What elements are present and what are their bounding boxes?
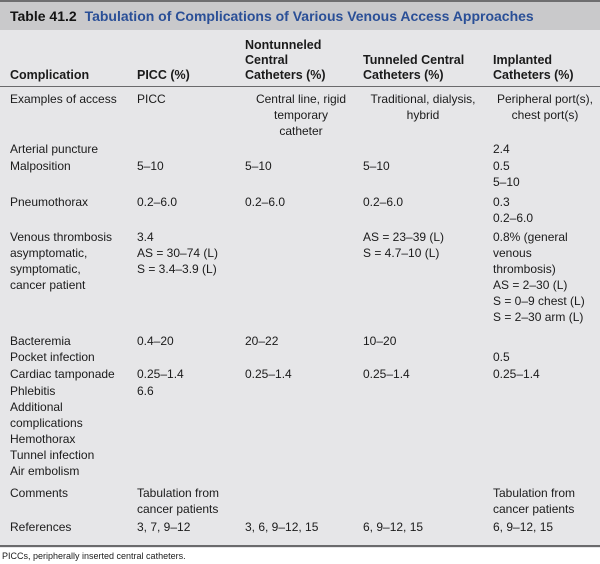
cell-examples-nontunneled: Central line, rigid temporary catheter [255, 92, 347, 138]
header-implanted: Implanted Catheters (%) [493, 53, 574, 82]
table-bottom-rule [0, 545, 600, 547]
cell-pocket-implanted: 0.5 [493, 350, 510, 364]
cell-arterial-implanted: 2.4 [493, 142, 510, 156]
cell-arterial-complication: Arterial puncture [10, 142, 99, 156]
cell-venous-picc: 3.4 AS = 30–74 (L) S = 3.4–3.9 (L) [137, 230, 219, 276]
cell-references-implanted: 6, 9–12, 15 [493, 520, 554, 534]
cell-phlebitis-picc: 6.6 [137, 384, 154, 398]
cell-references-nontunneled: 3, 6, 9–12, 15 [245, 520, 319, 534]
cell-tamponade-tunneled: 0.25–1.4 [363, 367, 410, 381]
table-title-bar [0, 0, 600, 30]
cell-bacteremia-complication: Bacteremia [10, 334, 71, 348]
cell-venous-tunneled: AS = 23–39 (L) S = 4.7–10 (L) [363, 230, 445, 260]
cell-pneumothorax-complication: Pneumothorax [10, 195, 89, 209]
cell-phlebitis-complication: Phlebitis [10, 384, 56, 398]
cell-comments-implanted: Tabulation from cancer patients [493, 486, 576, 516]
cell-bacteremia-nontunneled: 20–22 [245, 334, 279, 348]
table-label: Table 41.2 [10, 8, 77, 24]
header-complication: Complication [10, 68, 90, 82]
cell-pneumothorax-tunneled: 0.2–6.0 [363, 195, 404, 209]
cell-venous-implanted: 0.8% (general venous thrombosis) AS = 2–30 (L) S = 0–9 chest (L) S = 2–30 arm (L) [493, 230, 585, 324]
cell-venous-complication: Venous thrombosis asymptomatic, symptomatic, cancer patient [10, 230, 113, 292]
cell-malposition-picc: 5–10 [137, 159, 164, 173]
cell-tamponade-nontunneled: 0.25–1.4 [245, 367, 292, 381]
header-nontunneled: Nontunneled Central Catheters (%) [245, 38, 326, 82]
cell-tamponade-complication: Cardiac tamponade [10, 367, 115, 381]
cell-bacteremia-tunneled: 10–20 [363, 334, 397, 348]
cell-examples-tunneled: Traditional, dialysis, hybrid [370, 92, 476, 122]
cell-malposition-complication: Malposition [10, 159, 71, 173]
cell-pneumothorax-picc: 0.2–6.0 [137, 195, 178, 209]
cell-examples-implanted: Peripheral port(s), chest port(s) [496, 92, 594, 122]
table-footnote: PICCs, peripherally inserted central catheters. [2, 551, 186, 561]
cell-tamponade-picc: 0.25–1.4 [137, 367, 184, 381]
table-title: Tabulation of Complications of Various Venous Access Approaches [84, 8, 534, 24]
cell-references-complication: References [10, 520, 72, 534]
header-picc: PICC (%) [137, 68, 190, 82]
cell-malposition-tunneled: 5–10 [363, 159, 390, 173]
cell-malposition-implanted: 0.5 5–10 [493, 159, 520, 189]
cell-examples-complication: Examples of access [10, 92, 117, 106]
cell-additional-complication: Additional complications Hemothorax Tunnel infection Air embolism [10, 400, 95, 478]
cell-bacteremia-picc: 0.4–20 [137, 334, 174, 348]
cell-pneumothorax-implanted: 0.3 0.2–6.0 [493, 195, 534, 225]
cell-comments-picc: Tabulation from cancer patients [137, 486, 220, 516]
cell-references-tunneled: 6, 9–12, 15 [363, 520, 424, 534]
cell-examples-picc: PICC [137, 92, 166, 106]
cell-malposition-nontunneled: 5–10 [245, 159, 272, 173]
table-panel [0, 30, 600, 548]
cell-pneumothorax-nontunneled: 0.2–6.0 [245, 195, 286, 209]
cell-tamponade-implanted: 0.25–1.4 [493, 367, 540, 381]
cell-comments-complication: Comments [10, 486, 69, 500]
cell-pocket-complication: Pocket infection [10, 350, 95, 364]
header-divider [0, 86, 600, 87]
cell-references-picc: 3, 7, 9–12 [137, 520, 191, 534]
header-tunneled: Tunneled Central Catheters (%) [363, 53, 465, 82]
